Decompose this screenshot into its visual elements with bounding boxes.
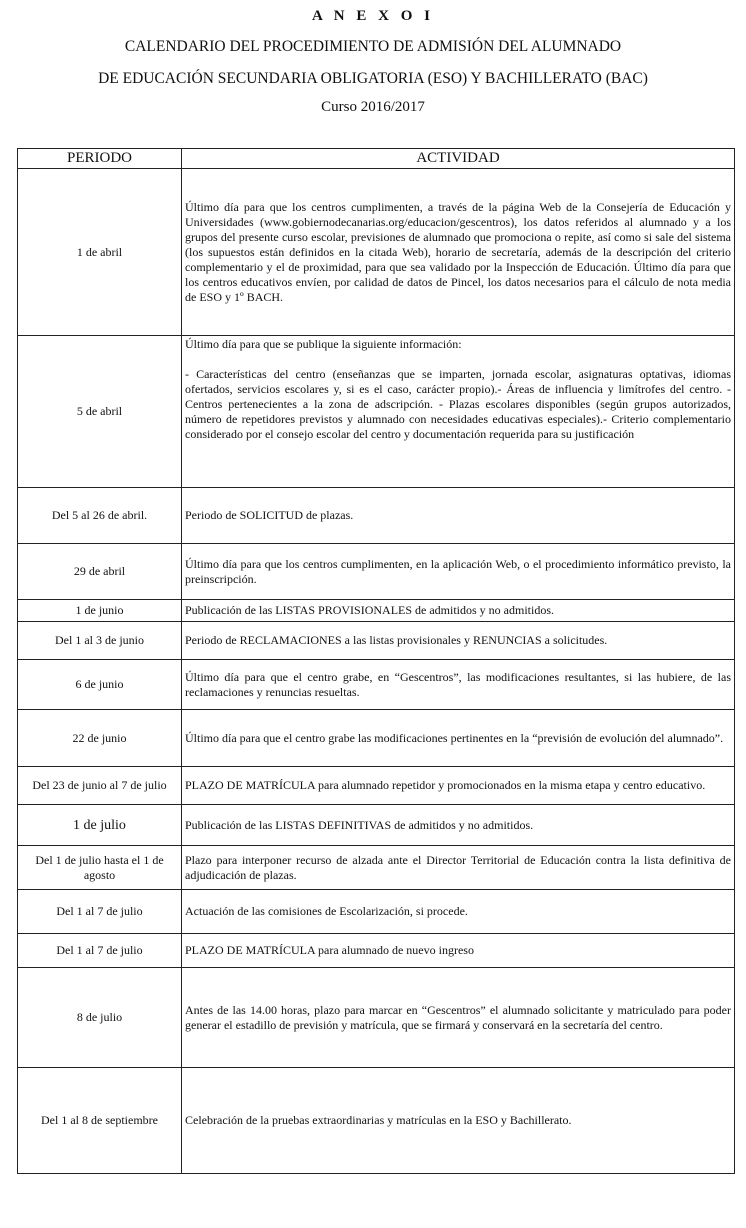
period-cell: Del 1 al 8 de septiembre — [18, 1068, 182, 1174]
table-row — [18, 336, 735, 488]
period-cell: 1 de julio — [18, 805, 182, 846]
period-cell: 22 de junio — [18, 710, 182, 767]
activity-cell: Periodo de RECLAMACIONES a las listas provisionales y RENUNCIAS a solicitudes. — [182, 622, 735, 660]
table-row — [18, 710, 735, 767]
document-title-line-2: DE EDUCACIÓN SECUNDARIA OBLIGATORIA (ESO) Y BACHILLERATO (BAC) — [98, 70, 648, 87]
activity-cell: Último día para que el centro grabe, en “Gescentros”, las modificaciones resultantes, si las hubiere, de las reclamaciones y renuncias resueltas. — [182, 660, 735, 710]
course-year: Curso 2016/2017 — [321, 99, 425, 115]
table-row — [18, 169, 735, 336]
period-cell: Del 1 al 7 de julio — [18, 934, 182, 968]
activity-cell: Celebración de la pruebas extraordinarias y matrículas en la ESO y Bachillerato. — [182, 1068, 735, 1174]
column-header-activity: ACTIVIDAD — [182, 149, 735, 169]
table-row — [18, 600, 735, 622]
activity-intro: Último día para que se publique la siguiente información: — [185, 337, 462, 351]
period-cell: Del 1 de julio hasta el 1 de agosto — [18, 846, 182, 890]
period-cell: Del 5 al 26 de abril. — [18, 488, 182, 544]
activity-cell: Periodo de SOLICITUD de plazas. — [182, 488, 735, 544]
activity-cell — [182, 336, 735, 488]
period-cell: 5 de abril — [18, 336, 182, 488]
activity-cell: Antes de las 14.00 horas, plazo para marcar en “Gescentros” el alumnado solicitante y matriculado para poder generar el estadillo de previsión y matrícula, que se firmará y conservará en la secretaría del centro. — [182, 968, 735, 1068]
activity-cell: Plazo para interponer recurso de alzada ante el Director Territorial de Educación contra la lista definitiva de adjudicación de plazas. — [182, 846, 735, 890]
period-cell: Del 1 al 3 de junio — [18, 622, 182, 660]
admission-calendar-table — [17, 148, 735, 1174]
column-header-period: PERIODO — [18, 149, 182, 169]
period-cell: 1 de abril — [18, 169, 182, 336]
period-cell: 1 de junio — [18, 600, 182, 622]
period-cell: 6 de junio — [18, 660, 182, 710]
table-row — [18, 660, 735, 710]
activity-cell: Publicación de las LISTAS PROVISIONALES de admitidos y no admitidos. — [182, 600, 735, 622]
table-row — [18, 934, 735, 968]
table-row — [18, 488, 735, 544]
table-row — [18, 767, 735, 805]
table-row — [18, 968, 735, 1068]
activity-cell: PLAZO DE MATRÍCULA para alumnado de nuevo ingreso — [182, 934, 735, 968]
table-row — [18, 622, 735, 660]
activity-cell: Publicación de las LISTAS DEFINITIVAS de admitidos y no admitidos. — [182, 805, 735, 846]
activity-detail: - Características del centro (enseñanzas que se imparten, jornada escolar, asignaturas optativas, idiomas ofertados, servicios escolares y, si es el caso, carácter propio).- Áreas de influencia y limítrofes del centro. - Centros pertenecientes a la zona de adscripción. - Plazas escolares disponibles (según grupos autorizados, número de repetidores previstos y alumnado con necesidades educativas especiales).- Criterio complementario considerado por el consejo escolar del centro y documentación requerida para su justificación — [185, 367, 731, 441]
activity-cell: Último día para que los centros cumplimenten, a través de la página Web de la Consejería de Educación y Universidades (www.gobiernodecanarias.org/educacion/gescentros), los datos referidos al alumnado y a los grupos del presente curso escolar, previsiones de alumnado que promociona o repite, así como si sale del sistema (los supuestos están definidos en la citada Web), horario de secretaría, además de la descripción del criterio complementario y el de proximidad, para que sea validado por la Inspección de Educación. Último día para que los centros educativos envíen, por calidad de datos de Pincel, los datos necesarios para el cálculo de nota media de ESO y 1º BACH. — [182, 169, 735, 336]
table-row — [18, 805, 735, 846]
activity-cell: Actuación de las comisiones de Escolarización, si procede. — [182, 890, 735, 934]
table-row — [18, 846, 735, 890]
table-header-row — [18, 149, 735, 169]
annex-heading: A N E X O I — [312, 8, 434, 24]
table-row — [18, 1068, 735, 1174]
period-cell: 29 de abril — [18, 544, 182, 600]
activity-cell: Último día para que los centros cumplimenten, en la aplicación Web, o el procedimiento informático previsto, la preinscripción. — [182, 544, 735, 600]
table-row — [18, 890, 735, 934]
period-cell: 8 de julio — [18, 968, 182, 1068]
activity-cell: PLAZO DE MATRÍCULA para alumnado repetidor y promocionados en la misma etapa y centro educativo. — [182, 767, 735, 805]
activity-cell: Último día para que el centro grabe las modificaciones pertinentes en la “previsión de evolución del alumnado”. — [182, 710, 735, 767]
period-cell: Del 1 al 7 de julio — [18, 890, 182, 934]
period-cell: Del 23 de junio al 7 de julio — [18, 767, 182, 805]
document-title-line-1: CALENDARIO DEL PROCEDIMIENTO DE ADMISIÓN DEL ALUMNADO — [124, 38, 622, 55]
table-row — [18, 544, 735, 600]
